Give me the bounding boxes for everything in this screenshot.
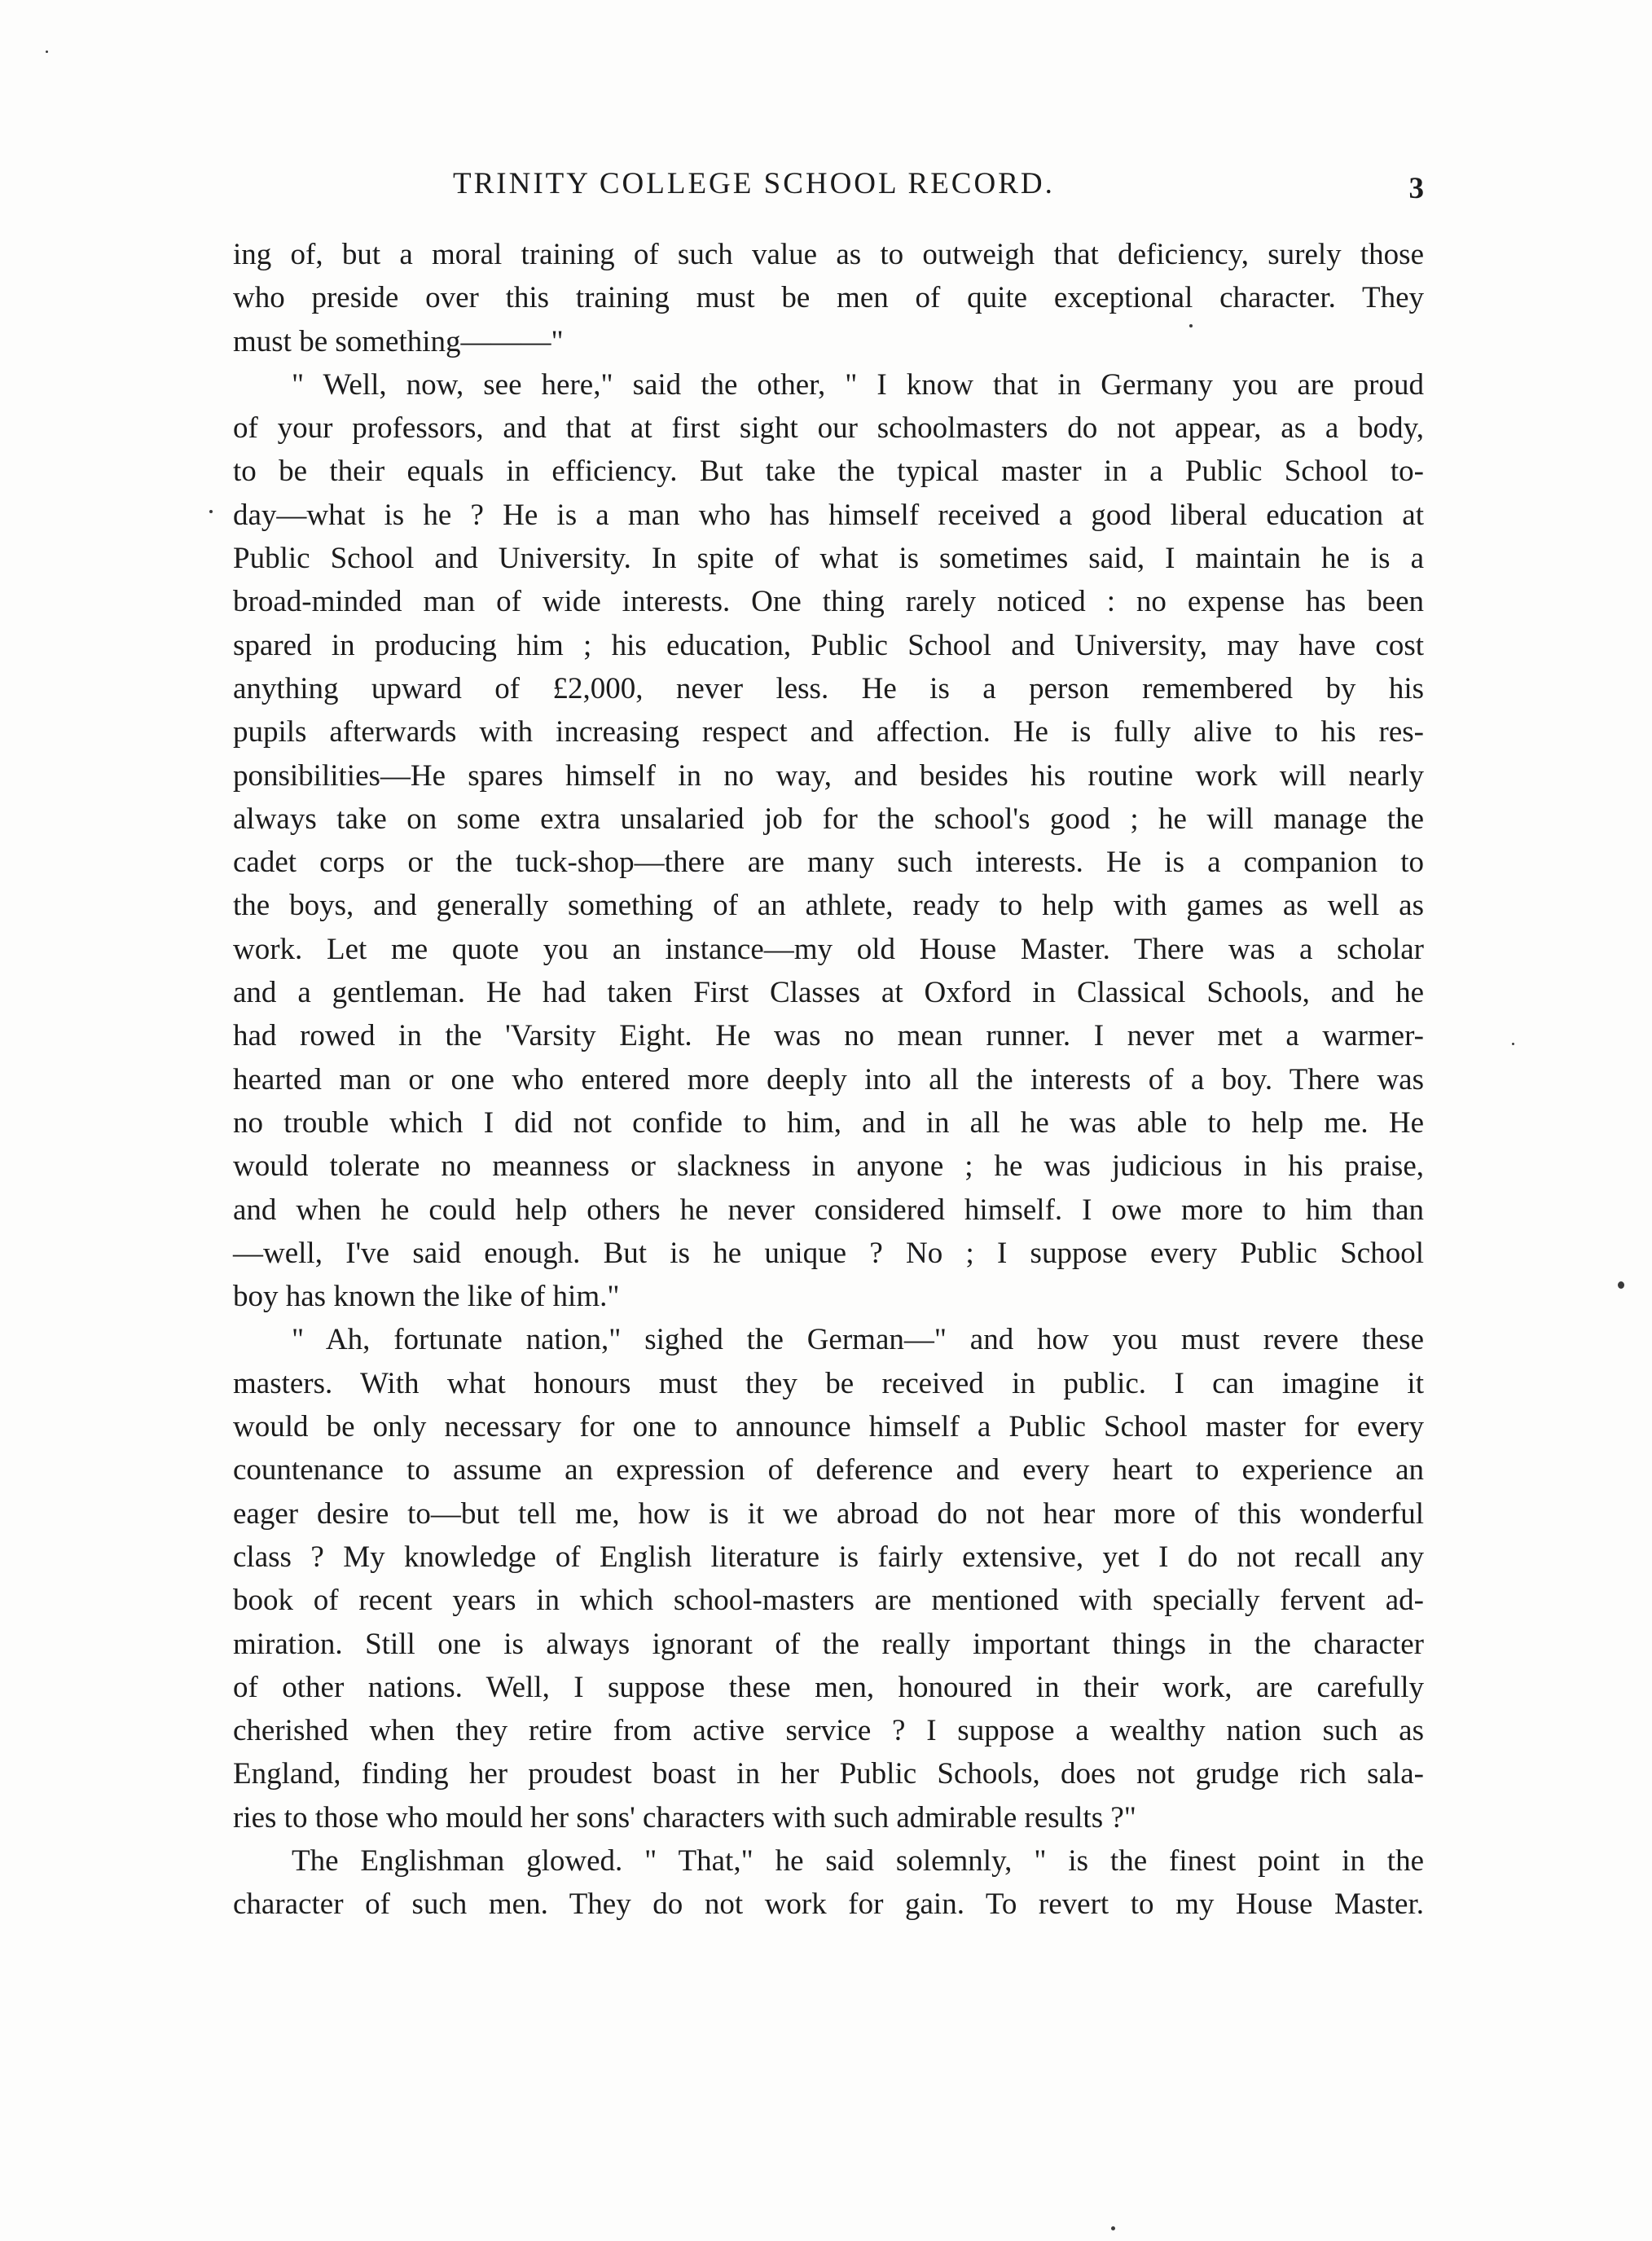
scan-speck — [1111, 2226, 1115, 2230]
body-text — [233, 233, 1424, 1927]
text-line: ing of, but a moral training of such value as to outweigh that deficiency, surely those — [233, 238, 1424, 271]
scan-speck — [209, 510, 213, 513]
text-line: miration. Still one is always ignorant of the really important things in the character — [233, 1627, 1424, 1661]
text-line: masters. With what honours must they be received in public. I can imagine it — [233, 1366, 1424, 1400]
text-line: and when he could help others he never considered himself. I owe more to him than — [233, 1193, 1424, 1227]
text-line: would tolerate no meanness or slackness in anyone ; he was judicious in his praise, — [233, 1149, 1424, 1184]
page-number: 3 — [1408, 172, 1424, 205]
text-line: ries to those who mould her sons' characters with such admirable results ?" — [233, 1800, 1136, 1835]
text-line: " Well, now, see here," said the other, " I know that in Germany you are proud — [292, 367, 1424, 402]
text-line: spared in producing him ; his education, Public School and University, may have cost — [233, 628, 1424, 662]
text-line: who preside over this training must be men of quite exceptional character. They — [233, 281, 1424, 315]
text-line: always take on some extra unsalaried job for the school's good ; he will manage the — [233, 802, 1424, 836]
running-title: TRINITY COLLEGE SCHOOL RECORD. — [453, 167, 1055, 200]
text-line: England, finding her proudest boast in her Public Schools, does not grudge rich sala- — [233, 1757, 1424, 1791]
text-line: of your professors, and that at first sight our schoolmasters do not appear, as a body, — [233, 411, 1424, 446]
text-line: must be something———" — [233, 324, 564, 358]
text-line: The Englishman glowed. " That," he said solemnly, " is the finest point in the — [292, 1843, 1424, 1878]
text-line: ponsibilities—He spares himself in no way, and besides his routine work will nearly — [233, 758, 1424, 793]
scan-speck — [1189, 324, 1193, 327]
text-line: no trouble which I did not confide to him, and in all he was able to help me. He — [233, 1105, 1424, 1140]
text-line: Public School and University. In spite of what is sometimes said, I maintain he is a — [233, 542, 1424, 576]
text-line: day—what is he ? He is a man who has himself received a good liberal education at — [233, 498, 1424, 532]
text-line: and a gentleman. He had taken First Classes at Oxford in Classical Schools, and he — [233, 976, 1424, 1010]
text-line: to be their equals in efficiency. But take the typical master in a Public School to- — [233, 455, 1424, 489]
text-line: " Ah, fortunate nation," sighed the German—" and how you must revere these — [292, 1323, 1424, 1357]
text-line: of other nations. Well, I suppose these men, honoured in their work, are carefully — [233, 1670, 1424, 1704]
text-line: book of recent years in which school-masters are mentioned with specially fervent ad- — [233, 1584, 1424, 1618]
text-line: —well, I've said enough. But is he unique ? No ; I suppose every Public School — [233, 1236, 1424, 1270]
scan-speck — [1618, 1281, 1624, 1289]
text-line: cadet corps or the tuck-shop—there are many such interests. He is a companion to — [233, 846, 1424, 880]
text-line: countenance to assume an expression of deference and every heart to experience an — [233, 1453, 1424, 1487]
text-line: anything upward of £2,000, never less. He is a person remembered by his — [233, 671, 1424, 705]
text-line: pupils afterwards with increasing respect and affection. He is fully alive to his res- — [233, 715, 1424, 749]
text-line: cherished when they retire from active service ? I suppose a wealthy nation such as — [233, 1714, 1424, 1748]
text-line: work. Let me quote you an instance—my old House Master. There was a scholar — [233, 932, 1424, 966]
scan-speck — [46, 51, 48, 53]
text-line: hearted man or one who entered more deeply into all the interests of a boy. There was — [233, 1062, 1424, 1096]
running-head — [233, 166, 1424, 215]
text-line: the boys, and generally something of an athlete, ready to help with games as well as — [233, 889, 1424, 923]
text-line: would be only necessary for one to announce himself a Public School master for every — [233, 1410, 1424, 1444]
text-line: broad-minded man of wide interests. One thing rarely noticed : no expense has been — [233, 585, 1424, 619]
text-line: character of such men. They do not work for gain. To revert to my House Master. — [233, 1887, 1424, 1922]
text-line: boy has known the like of him." — [233, 1280, 620, 1314]
scan-speck — [1512, 1043, 1514, 1045]
text-line: eager desire to—but tell me, how is it we abroad do not hear more of this wonderful — [233, 1496, 1424, 1531]
text-line: class ? My knowledge of English literature is fairly extensive, yet I do not recall any — [233, 1540, 1424, 1574]
text-line: had rowed in the 'Varsity Eight. He was no mean runner. I never met a warmer- — [233, 1019, 1424, 1053]
